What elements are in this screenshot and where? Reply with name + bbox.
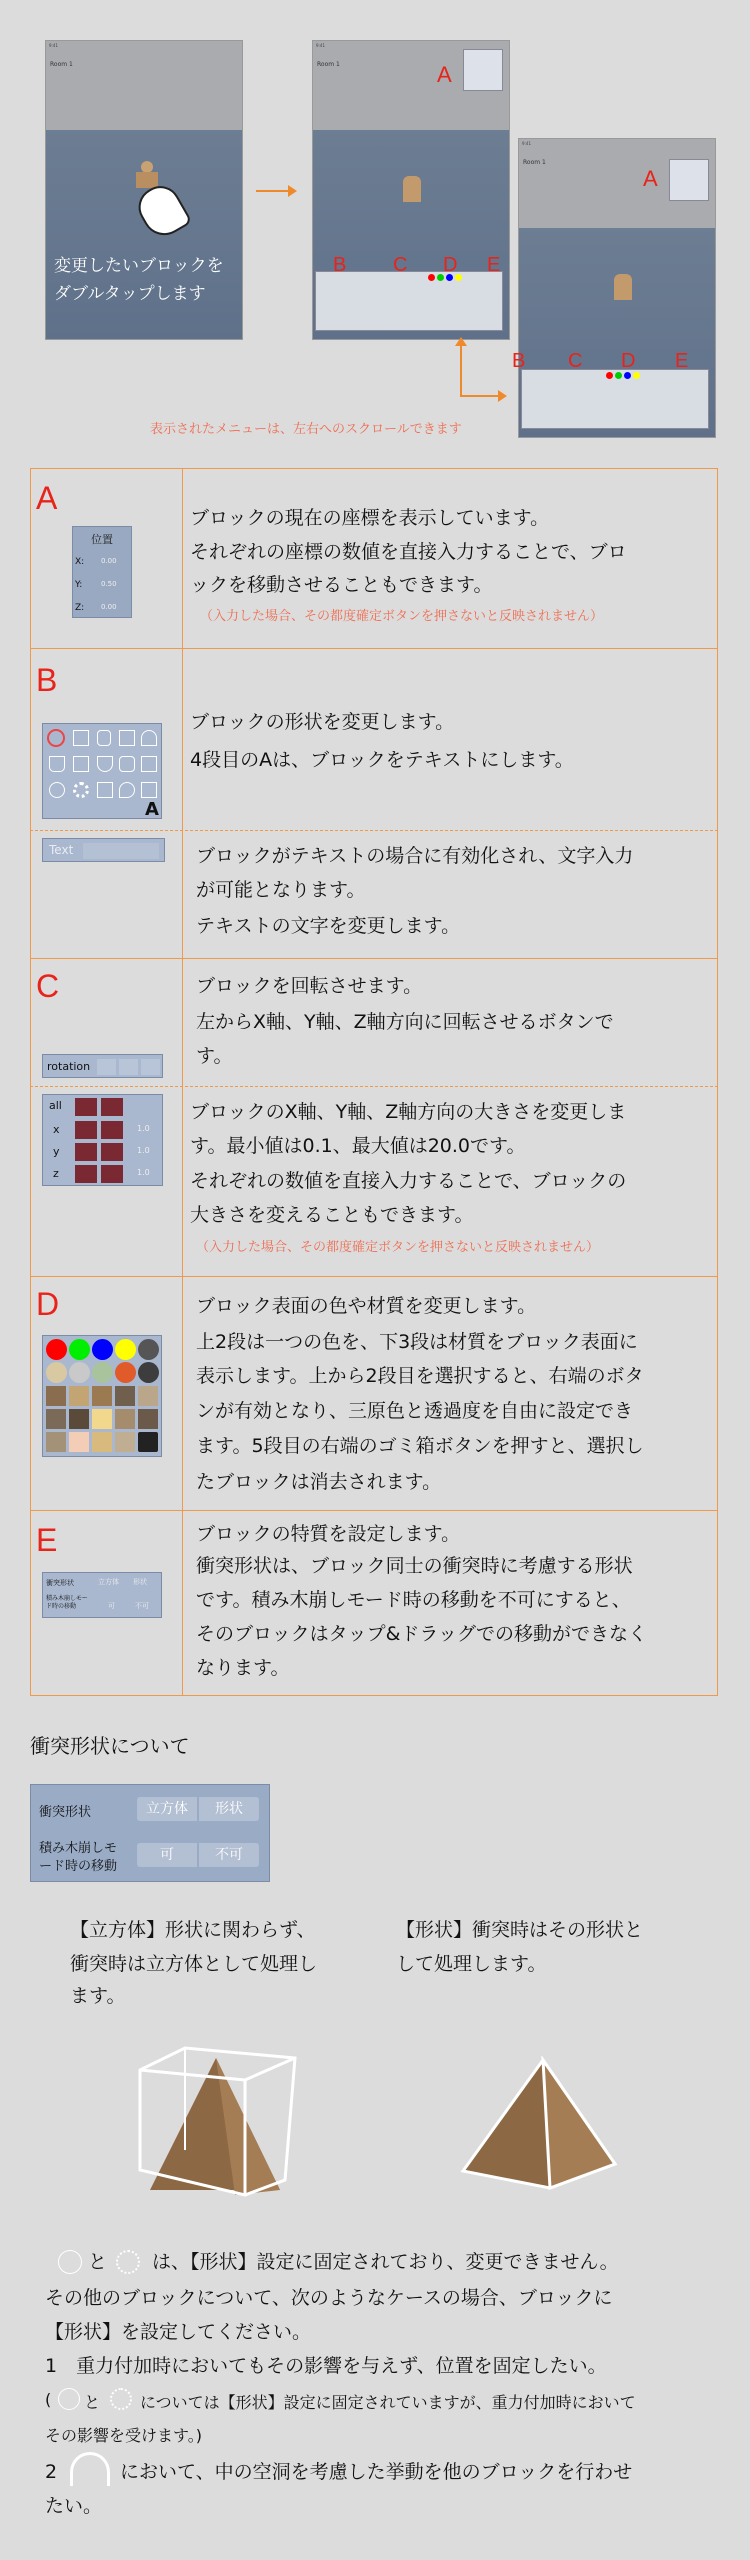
material-9[interactable] <box>115 1409 135 1429</box>
material-12[interactable] <box>69 1432 89 1452</box>
row-D-border <box>30 1510 718 1511</box>
size-x-label: x <box>53 1123 60 1136</box>
footer-p6: その影響を受けます。) <box>45 2426 202 2445</box>
row-B-border <box>30 958 718 959</box>
mini-opt-allow[interactable]: 可 <box>108 1602 115 1610</box>
row-Btext-line3: テキストの文字を変更します。 <box>196 915 461 937</box>
move-opt-allow[interactable]: 可 <box>137 1843 197 1867</box>
shape-gear-icon[interactable] <box>73 782 89 798</box>
size-y-field[interactable]: 1.0 <box>137 1146 150 1155</box>
shape-text-button[interactable]: A <box>145 799 159 820</box>
material-14[interactable] <box>115 1432 135 1452</box>
sphere-icon-2 <box>58 2388 80 2410</box>
y-label: Y: <box>75 580 83 590</box>
feature-table <box>30 468 718 1696</box>
label-D-shot3: D <box>621 350 636 372</box>
shape-prism-icon[interactable] <box>73 756 89 772</box>
label-A-shot3: A <box>643 166 658 191</box>
material-13[interactable] <box>92 1432 112 1452</box>
label-A-top: A <box>437 62 452 87</box>
row-D-line4: ンが有効となり、三原色と透過度を自由に設定でき <box>196 1400 634 1422</box>
color-custom[interactable] <box>138 1362 159 1383</box>
y-field[interactable]: 0.50 <box>101 580 117 588</box>
color-silver[interactable] <box>69 1362 90 1383</box>
pyramid-in-cube-illustration <box>130 2040 300 2200</box>
footer-p1a: と <box>88 2251 108 2273</box>
move-label-b: ード時の移動 <box>39 1859 118 1874</box>
label-B-top: B <box>333 254 347 276</box>
size-all-label: all <box>49 1099 62 1112</box>
row-Csize-line1: ブロックのX軸、Y軸、Z軸方向の大きさを変更しま <box>190 1101 627 1123</box>
color-green[interactable] <box>69 1339 90 1360</box>
position-panel-mini <box>463 49 503 91</box>
material-10[interactable] <box>138 1409 158 1429</box>
footer-p7b: において、中の空洞を考慮した挙動を他のブロックを行わせ <box>120 2461 633 2483</box>
z-field[interactable]: 0.00 <box>101 603 117 611</box>
shape-panel <box>42 723 162 819</box>
label-C-shot3: C <box>568 350 583 372</box>
color-yellow[interactable] <box>115 1339 136 1360</box>
row-C-line3: す。 <box>196 1045 233 1067</box>
label-E-top: E <box>487 254 501 276</box>
size-x-field[interactable]: 1.0 <box>137 1124 150 1133</box>
mini-opt-deny[interactable]: 不可 <box>135 1602 149 1610</box>
arrow-horizontal-line <box>460 395 500 397</box>
shape-bowl-icon[interactable] <box>97 756 113 772</box>
row-A-border <box>30 648 718 649</box>
collision-panel <box>30 1784 270 1882</box>
size-z-label: z <box>53 1167 59 1180</box>
rotate-z-button[interactable] <box>141 1059 160 1075</box>
color-red[interactable] <box>46 1339 67 1360</box>
row-E-line3: です。積み木崩しモード時の移動を不可にすると、 <box>196 1589 631 1611</box>
color-gray[interactable] <box>138 1339 159 1360</box>
arrow-down-head <box>455 337 467 346</box>
size-z-minus[interactable] <box>75 1165 97 1183</box>
mini-opt-cube[interactable]: 立方体 <box>98 1578 119 1586</box>
row-D-line2: 上2段は一つの色を、下3段は材質をブロック表面に <box>196 1331 638 1353</box>
row-C-line2: 左からX軸、Y軸、Z軸方向に回転させるボタンで <box>196 1011 614 1033</box>
size-z-plus[interactable] <box>101 1165 123 1183</box>
row-B-divider-dashed <box>30 830 718 831</box>
row-E-line5: なります。 <box>196 1657 290 1679</box>
footer-p3: 【形状】を設定してください。 <box>45 2321 312 2343</box>
text-field-label: Text <box>49 843 74 857</box>
arrow-down-line <box>460 345 462 395</box>
row-D-line1: ブロック表面の色や材質を変更します。 <box>196 1295 537 1317</box>
row-Btext-line2: が可能となります。 <box>196 879 366 901</box>
material-4[interactable] <box>115 1386 135 1406</box>
collision-opt-cube[interactable]: 立方体 <box>137 1797 197 1821</box>
row-A-line1: ブロックの現在の座標を表示しています。 <box>190 507 550 529</box>
material-7[interactable] <box>69 1409 89 1429</box>
label-D-top: D <box>443 254 458 276</box>
text-field-panel <box>42 838 165 862</box>
z-label: Z: <box>75 603 85 613</box>
material-5[interactable] <box>138 1386 158 1406</box>
shape-arch-icon[interactable] <box>141 730 157 746</box>
x-field[interactable]: 0.00 <box>101 557 117 565</box>
row-Csize-note: （入力した場合、その都度確定ボタンを押さないと反映されません） <box>196 1240 600 1255</box>
shape-drop-icon[interactable] <box>119 782 135 798</box>
pyramid-illustration <box>455 2056 625 2196</box>
row-D-line3: 表示します。上から2段目を選択すると、右端のボタ <box>196 1365 644 1387</box>
shape-box-icon[interactable] <box>97 782 113 798</box>
cube-desc-line3: ます。 <box>70 1985 126 2007</box>
row-B-letter: B <box>36 662 58 698</box>
trash-icon[interactable] <box>138 1432 158 1452</box>
rotation-label: rotation <box>47 1060 91 1073</box>
size-all-plus[interactable] <box>101 1098 123 1116</box>
row-A-letter: A <box>36 480 58 516</box>
row-B-line2: 4段目のAは、ブロックをテキストにします。 <box>190 749 574 771</box>
row-C-letter: C <box>36 968 60 1004</box>
row-D-letter: D <box>36 1286 60 1322</box>
property-panel-mini <box>42 1572 162 1618</box>
gear-icon-2 <box>110 2388 132 2410</box>
footer-p8: たい。 <box>45 2495 103 2517</box>
material-11[interactable] <box>46 1432 66 1452</box>
text-input[interactable] <box>83 843 159 859</box>
shape-cup-icon[interactable] <box>49 756 65 772</box>
shape-desc-line2: して処理します。 <box>396 1953 547 1975</box>
arrow-right-1-head <box>288 185 297 197</box>
shape-cone-icon[interactable] <box>141 756 157 772</box>
arrow-right-head <box>498 390 507 402</box>
collision-label: 衝突形状 <box>39 1805 92 1820</box>
footer-p4: 1 重力付加時においてもその影響を与えず、位置を固定したい。 <box>45 2355 607 2377</box>
tap-text-1: 変更したいブロックを <box>54 256 224 276</box>
x-label: X: <box>75 557 85 567</box>
color-blue[interactable] <box>92 1339 113 1360</box>
label-E-shot3: E <box>675 350 689 372</box>
table-divider <box>182 468 183 1696</box>
move-opt-deny[interactable]: 不可 <box>199 1843 259 1867</box>
row-C-divider-dashed <box>30 1086 718 1087</box>
shape-tetra-icon[interactable] <box>141 782 157 798</box>
size-y-label: y <box>53 1145 60 1158</box>
material-1[interactable] <box>46 1386 66 1406</box>
row-E-letter: E <box>36 1522 58 1558</box>
color-sage[interactable] <box>92 1362 113 1383</box>
cube-desc-line2: 衝突時は立方体として処理し <box>70 1953 318 1975</box>
row-A-note: （入力した場合、その都度確定ボタンを押さないと反映されません） <box>200 609 604 624</box>
block-figure-2 <box>403 176 421 202</box>
size-y-plus[interactable] <box>101 1143 123 1161</box>
material-6[interactable] <box>46 1409 66 1429</box>
row-B-line1: ブロックの形状を変更します。 <box>190 711 455 733</box>
shape-cylinder-icon[interactable] <box>97 730 111 746</box>
row-E-line2: 衝突形状は、ブロック同士の衝突時に考慮する形状 <box>196 1555 633 1577</box>
shape-pyramid-icon[interactable] <box>119 730 135 746</box>
row-C-border <box>30 1276 718 1277</box>
footer-p2: その他のブロックについて、次のようなケースの場合、ブロックに <box>45 2287 613 2309</box>
shape-desc-line1: 【形状】衝突時はその形状と <box>396 1919 644 1941</box>
size-panel <box>42 1094 163 1186</box>
position-panel <box>72 526 132 618</box>
row-A-line2: それぞれの座標の数値を直接入力することで、ブロ <box>190 541 627 563</box>
footer-p7a: 2 <box>45 2461 58 2483</box>
rotate-x-button[interactable] <box>97 1059 116 1075</box>
collision-heading: 衝突形状について <box>30 1734 190 1758</box>
screenshot-3: 9:41 Room 1 <box>518 138 716 438</box>
footer-p5b: と <box>84 2393 101 2412</box>
arch-icon <box>70 2452 110 2486</box>
size-z-field[interactable]: 1.0 <box>137 1168 150 1177</box>
row-D-line5: ます。5段目の右端のゴミ箱ボタンを押すと、選択し <box>196 1435 644 1457</box>
row-Csize-line2: す。最小値は0.1、最大値は20.0です。 <box>190 1135 526 1157</box>
mini-label1: 衝突形状 <box>46 1579 74 1587</box>
row-E-line4: そのブロックはタップ&ドラッグでの移動ができなく <box>196 1623 648 1645</box>
row-Csize-line4: 大きさを変えることもできます。 <box>190 1204 474 1226</box>
arrow-right-1 <box>256 190 292 192</box>
mini-opt-shape[interactable]: 形状 <box>133 1578 147 1586</box>
row-Btext-line1: ブロックがテキストの場合に有効化され、文字入力 <box>196 845 634 867</box>
size-y-minus[interactable] <box>75 1143 97 1161</box>
mini-label2: 積み木崩しモード時の移動 <box>46 1595 88 1610</box>
size-x-plus[interactable] <box>101 1121 123 1139</box>
label-C-top: C <box>393 254 408 276</box>
label-B-shot3: B <box>512 350 526 372</box>
menu-mini-2 <box>315 271 503 331</box>
sphere-icon <box>58 2250 82 2274</box>
rotation-panel <box>42 1054 163 1078</box>
shape-ring-icon[interactable] <box>49 782 65 798</box>
color-orange[interactable] <box>115 1362 136 1383</box>
row-D-line6: たブロックは消去されます。 <box>196 1471 442 1493</box>
material-8[interactable] <box>92 1409 112 1429</box>
footer-p5c: については【形状】設定に固定されていますが、重力付加時において <box>140 2393 636 2412</box>
cube-desc-line1: 【立方体】形状に関わらず、 <box>70 1919 316 1941</box>
screenshot-1: 9:41 Room 1 変更したいブロックを ダブルタップします <box>45 40 243 340</box>
size-x-minus[interactable] <box>75 1121 97 1139</box>
shape-sphere-icon[interactable] <box>47 729 65 747</box>
scroll-caption: 表示されたメニューは、左右へのスクロールできます <box>150 422 462 437</box>
shape-tube-icon[interactable] <box>119 756 135 772</box>
move-label-a: 積み木崩しモ <box>39 1841 118 1856</box>
position-title: 位置 <box>91 533 113 546</box>
block-figure-3 <box>614 274 632 300</box>
gear-icon <box>116 2250 140 2274</box>
material-2[interactable] <box>69 1386 89 1406</box>
shape-cube-icon[interactable] <box>73 730 89 746</box>
footer-p5a: ( <box>45 2390 52 2409</box>
footer-p1b: は、【形状】設定に固定されており、変更できません。 <box>152 2251 619 2273</box>
position-panel-mini-3 <box>669 159 709 201</box>
row-A-line3: ックを移動させることもできます。 <box>190 574 493 596</box>
size-all-minus[interactable] <box>75 1098 97 1116</box>
row-C-line1: ブロックを回転させます。 <box>196 975 423 997</box>
material-panel <box>42 1335 162 1457</box>
tap-text-2: ダブルタップします <box>54 284 206 304</box>
row-E-line1: ブロックの特質を設定します。 <box>196 1523 461 1545</box>
row-Csize-line3: それぞれの数値を直接入力することで、ブロックの <box>190 1170 627 1192</box>
material-3[interactable] <box>92 1386 112 1406</box>
rotate-y-button[interactable] <box>119 1059 138 1075</box>
screenshot-2: 9:41 Room 1 <box>312 40 510 340</box>
color-beige[interactable] <box>46 1362 67 1383</box>
menu-mini-3 <box>521 369 709 429</box>
collision-opt-shape[interactable]: 形状 <box>199 1797 259 1821</box>
